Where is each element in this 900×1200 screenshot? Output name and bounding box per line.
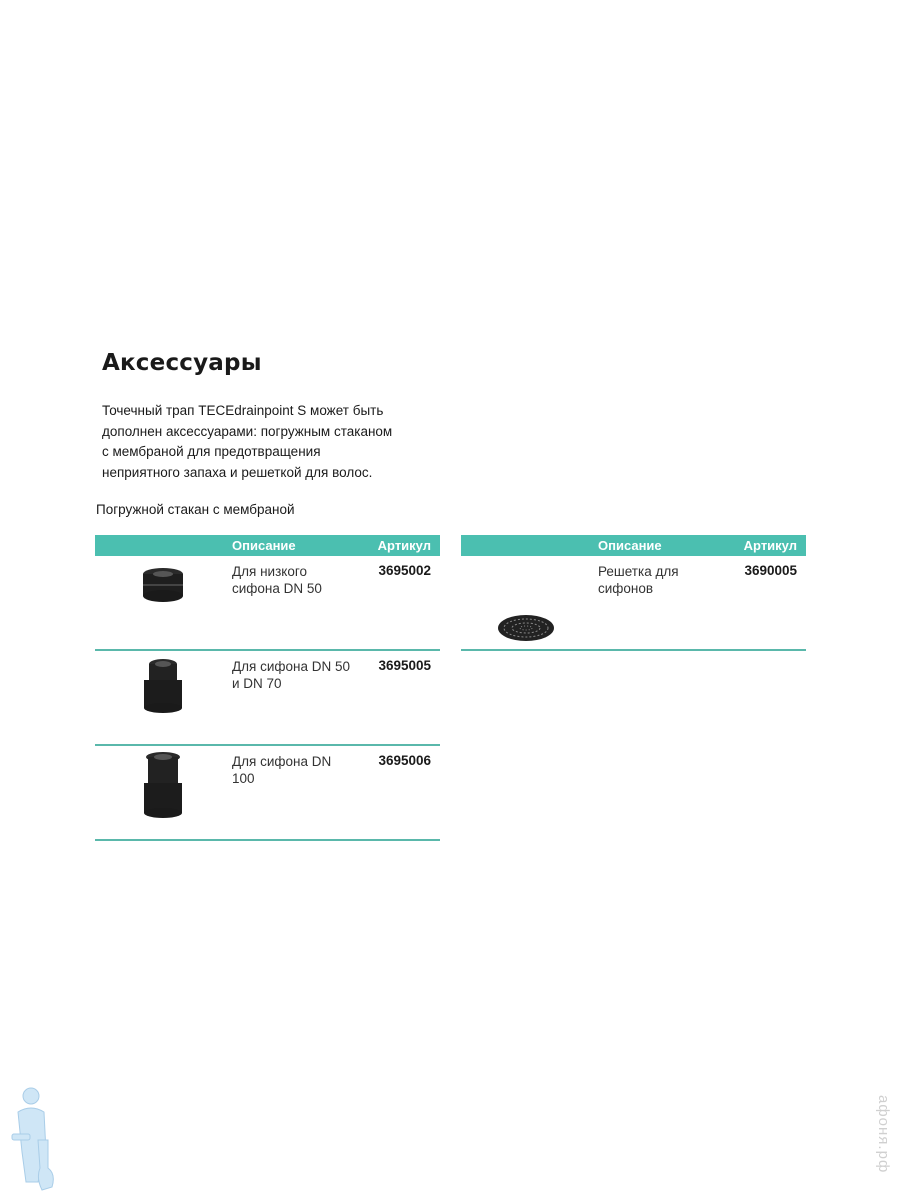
watermark: афоня.рф [875,1095,892,1174]
row-article: 3695002 [378,563,431,578]
intro-paragraph: Точечный трап TECEdrainpoint S может быть дополнен аксессуарами: погружным стаканом с мембраной для предотвращения неприятного запаха и решеткой для волос. [102,403,393,480]
row-article: 3690005 [744,563,797,578]
row-description: Для сифона DN 50 и DN 70 [232,659,350,691]
section-subtitle: Погружной стакан с мембраной [96,502,295,517]
row-description: Для низкого сифона DN 50 [232,564,322,596]
page-title: Аксессуары [102,350,262,376]
table-row [95,746,440,841]
plumber-mascot-logo [8,1082,83,1194]
table-row [95,556,440,651]
header-article: Артикул [377,538,431,553]
membrane-cup-icon [139,656,187,716]
row-article: 3695005 [378,658,431,673]
table-header [95,535,440,556]
table-row [461,556,806,651]
membrane-cup-tall-icon [139,750,187,822]
membrane-cup-low-icon [139,564,187,606]
accessories-table-left [95,535,440,841]
accessories-table-right [461,535,806,651]
table-row [95,651,440,746]
header-article: Артикул [743,538,797,553]
header-description: Описание [598,538,662,553]
row-description: Для сифона DN 100 [232,754,332,786]
table-header [461,535,806,556]
hair-grate-icon [496,610,556,646]
row-description: Решетка для сифонов [598,564,679,596]
row-article: 3695006 [378,753,431,768]
header-description: Описание [232,538,296,553]
